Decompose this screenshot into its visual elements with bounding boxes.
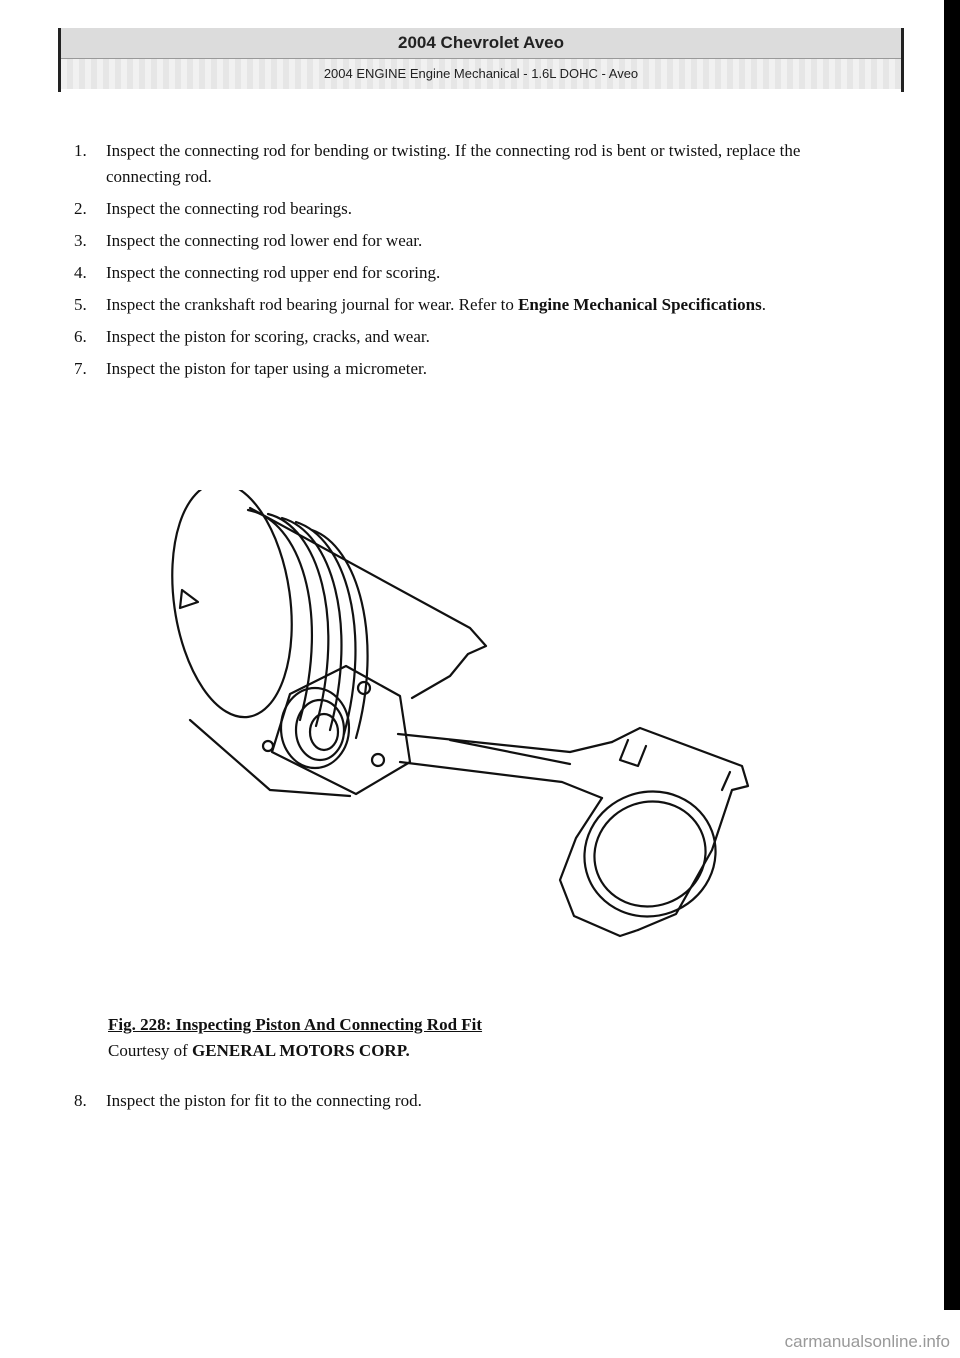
step-number: 1.: [74, 141, 87, 160]
step-text: Inspect the connecting rod lower end for wear.: [106, 231, 423, 250]
step-number: 5.: [74, 295, 87, 314]
piston-connecting-rod-illustration: [150, 490, 770, 950]
courtesy-prefix: Courtesy of: [108, 1041, 193, 1060]
step-text: Inspect the connecting rod bearings.: [106, 199, 352, 218]
procedure-steps: [74, 138, 864, 388]
step-text: [106, 292, 864, 318]
step-number: 8.: [74, 1091, 87, 1110]
step-text: Inspect the connecting rod upper end for scoring.: [106, 263, 441, 282]
step-2: [74, 196, 864, 222]
figure-courtesy: [108, 1038, 482, 1064]
figure-caption-block: [108, 1012, 482, 1064]
site-watermark: carmanualsonline.info: [784, 1332, 950, 1351]
step-number: 3.: [74, 231, 87, 250]
step-5: [74, 292, 864, 318]
step-text-lead: Inspect the crankshaft rod bearing journal for wear. Refer to: [106, 295, 519, 314]
page-header: [58, 28, 904, 92]
scan-edge-bar: [944, 0, 960, 1310]
step-6: [74, 324, 864, 350]
step-3: [74, 228, 864, 254]
step-7: [74, 356, 864, 382]
step-number: 6.: [74, 327, 87, 346]
document-subtitle: 2004 ENGINE Engine Mechanical - 1.6L DOHC - Aveo: [61, 59, 901, 89]
step-number: 2.: [74, 199, 87, 218]
figure-caption[interactable]: Fig. 228: Inspecting Piston And Connecting Rod Fit: [108, 1015, 483, 1034]
step-text: Inspect the connecting rod for bending or twisting. If the connecting rod is bent or twisted, replace the connecting rod.: [106, 141, 801, 186]
courtesy-org: GENERAL MOTORS CORP.: [192, 1041, 410, 1060]
step-text: Inspect the piston for scoring, cracks, and wear.: [106, 327, 430, 346]
step-8: [74, 1088, 864, 1114]
step-number: 7.: [74, 359, 87, 378]
step-text-tail: .: [761, 295, 767, 314]
specifications-link[interactable]: Engine Mechanical Specifications: [518, 295, 762, 314]
step-text: Inspect the piston for taper using a micrometer.: [106, 359, 428, 378]
step-text: Inspect the piston for fit to the connecting rod.: [106, 1091, 422, 1110]
document-title: 2004 Chevrolet Aveo: [61, 28, 901, 59]
step-4: [74, 260, 864, 286]
step-1: [74, 138, 864, 190]
step-number: 4.: [74, 263, 87, 282]
